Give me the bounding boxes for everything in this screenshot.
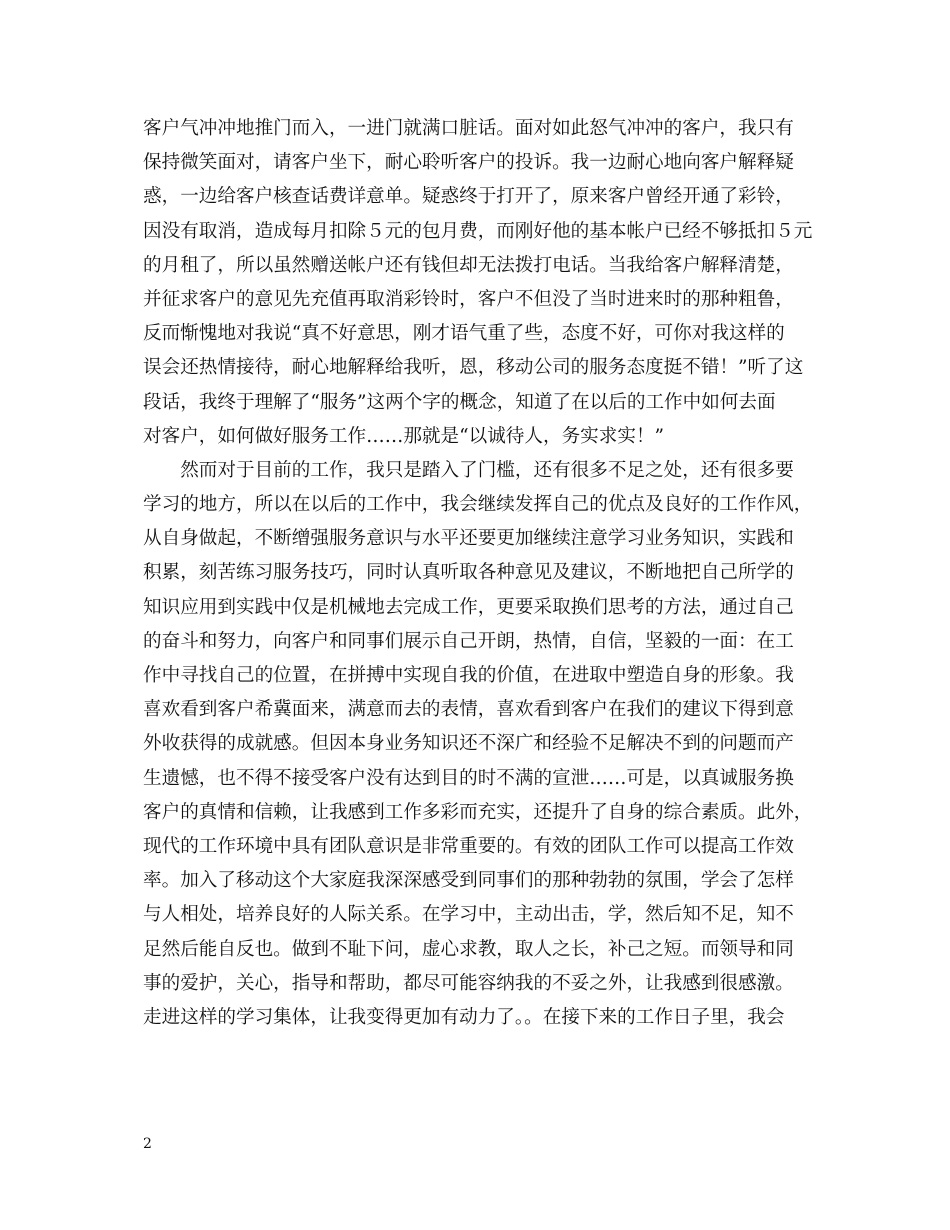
text-line: 学习的地方，所以在以后的工作中，我会继续发挥自己的优点及良好的工作作风，	[143, 494, 813, 516]
text-line: 然而对于目前的工作，我只是踏入了门槛，还有很多不足之处，还有很多要	[143, 459, 794, 481]
text-line: 事的爱护，关心，指导和帮助，都尽可能容纳我的不妥之外，让我感到很感激。	[143, 972, 794, 994]
text-line: 喜欢看到客户希冀面来，满意而去的表情，喜欢看到客户在我们的建议下得到意	[143, 699, 794, 721]
text-line: 现代的工作环境中具有团队意识是非常重要的。有效的团队工作可以提高工作效	[143, 835, 794, 857]
text-line: 与人相处，培养良好的人际关系。在学习中，主动出击，学，然后知不足，知不	[143, 904, 794, 926]
text-line: 走进这样的学习集体，让我变得更加有动力了。。在接下来的工作日子里，我会	[143, 1006, 785, 1028]
text-line: 作中寻找自己的位置，在拼搏中实现自我的价值，在进取中塑造自身的形象。我	[143, 665, 794, 686]
text-line: 的月租了，所以虽然赠送帐户还有钱但却无法拨打电话。当我给客户解释清楚，	[143, 254, 794, 276]
text-line: 对客户，如何做好服务工作……那就是“以诚待人，务实求实！”	[143, 425, 665, 447]
text-line: 惑，一边给客户核查话费详意单。疑惑终于打开了，原来客户曾经开通了彩铃，	[143, 186, 794, 208]
text-line: 客户的真情和信赖，让我感到工作多彩而充实，还提升了自身的综合素质。此外，	[143, 801, 813, 823]
text-line: 反而惭愧地对我说“真不好意思，刚才语气重了些，态度不好，可你对我这样的	[143, 323, 785, 345]
text-line: 足然后能自反也。做到不耻下问，虚心求教，取人之长，补己之短。而领导和同	[143, 938, 794, 960]
text-line: 率。加入了移动这个大家庭我深深感受到同事们的那种勃勃的氛围，学会了怎样	[143, 870, 794, 892]
text-line: 段话，我终于理解了“服务”这两个字的概念，知道了在以后的工作中如何去面	[143, 391, 776, 413]
text-line: 因没有取消，造成每月扣除５元的包月费，而刚好他的基本帐户已经不够抵扣５元	[143, 220, 813, 242]
text-line: 外收获得的成就感。但因本身业务知识还不深广和经验不足解决不到的问题而产	[143, 733, 794, 755]
text-line: 知识应用到实践中仅是机械地去完成工作，更要采取换们思考的方法，通过自己	[143, 596, 794, 618]
text-line: 积累，刻苦练习服务技巧，同时认真听取各种意见及建议，不断地把自己所学的	[143, 562, 794, 584]
text-line: 的奋斗和努力，向客户和同事们展示自己开朗，热情，自信，坚毅的一面：在工	[143, 630, 794, 652]
text-line: 从自身做起，不断缯强服务意识与水平还要更加继续注意学习业务知识，实践和	[143, 528, 794, 550]
text-line: 并征求客户的意见先充值再取消彩铃时，客户不但没了当时进来时的那种粗鲁，	[143, 288, 794, 310]
body-text	[143, 112, 813, 1035]
text-line: 保持微笑面对，请客户坐下，耐心聆听客户的投诉。我一边耐心地向客户解释疑	[143, 152, 794, 174]
text-line: 误会还热情接待，耐心地解释给我听，恩，移动公司的服务态度挺不错！”听了这	[143, 357, 804, 379]
text-line: 客户气冲冲地推门而入，一进门就满口脏话。面对如此怒气冲冲的客户，我只有	[143, 118, 794, 139]
text-line: 生遗憾，也不得不接受客户没有达到目的时不满的宣泄……可是，以真诚服务换	[143, 767, 794, 789]
page-number: 2	[143, 1136, 152, 1152]
